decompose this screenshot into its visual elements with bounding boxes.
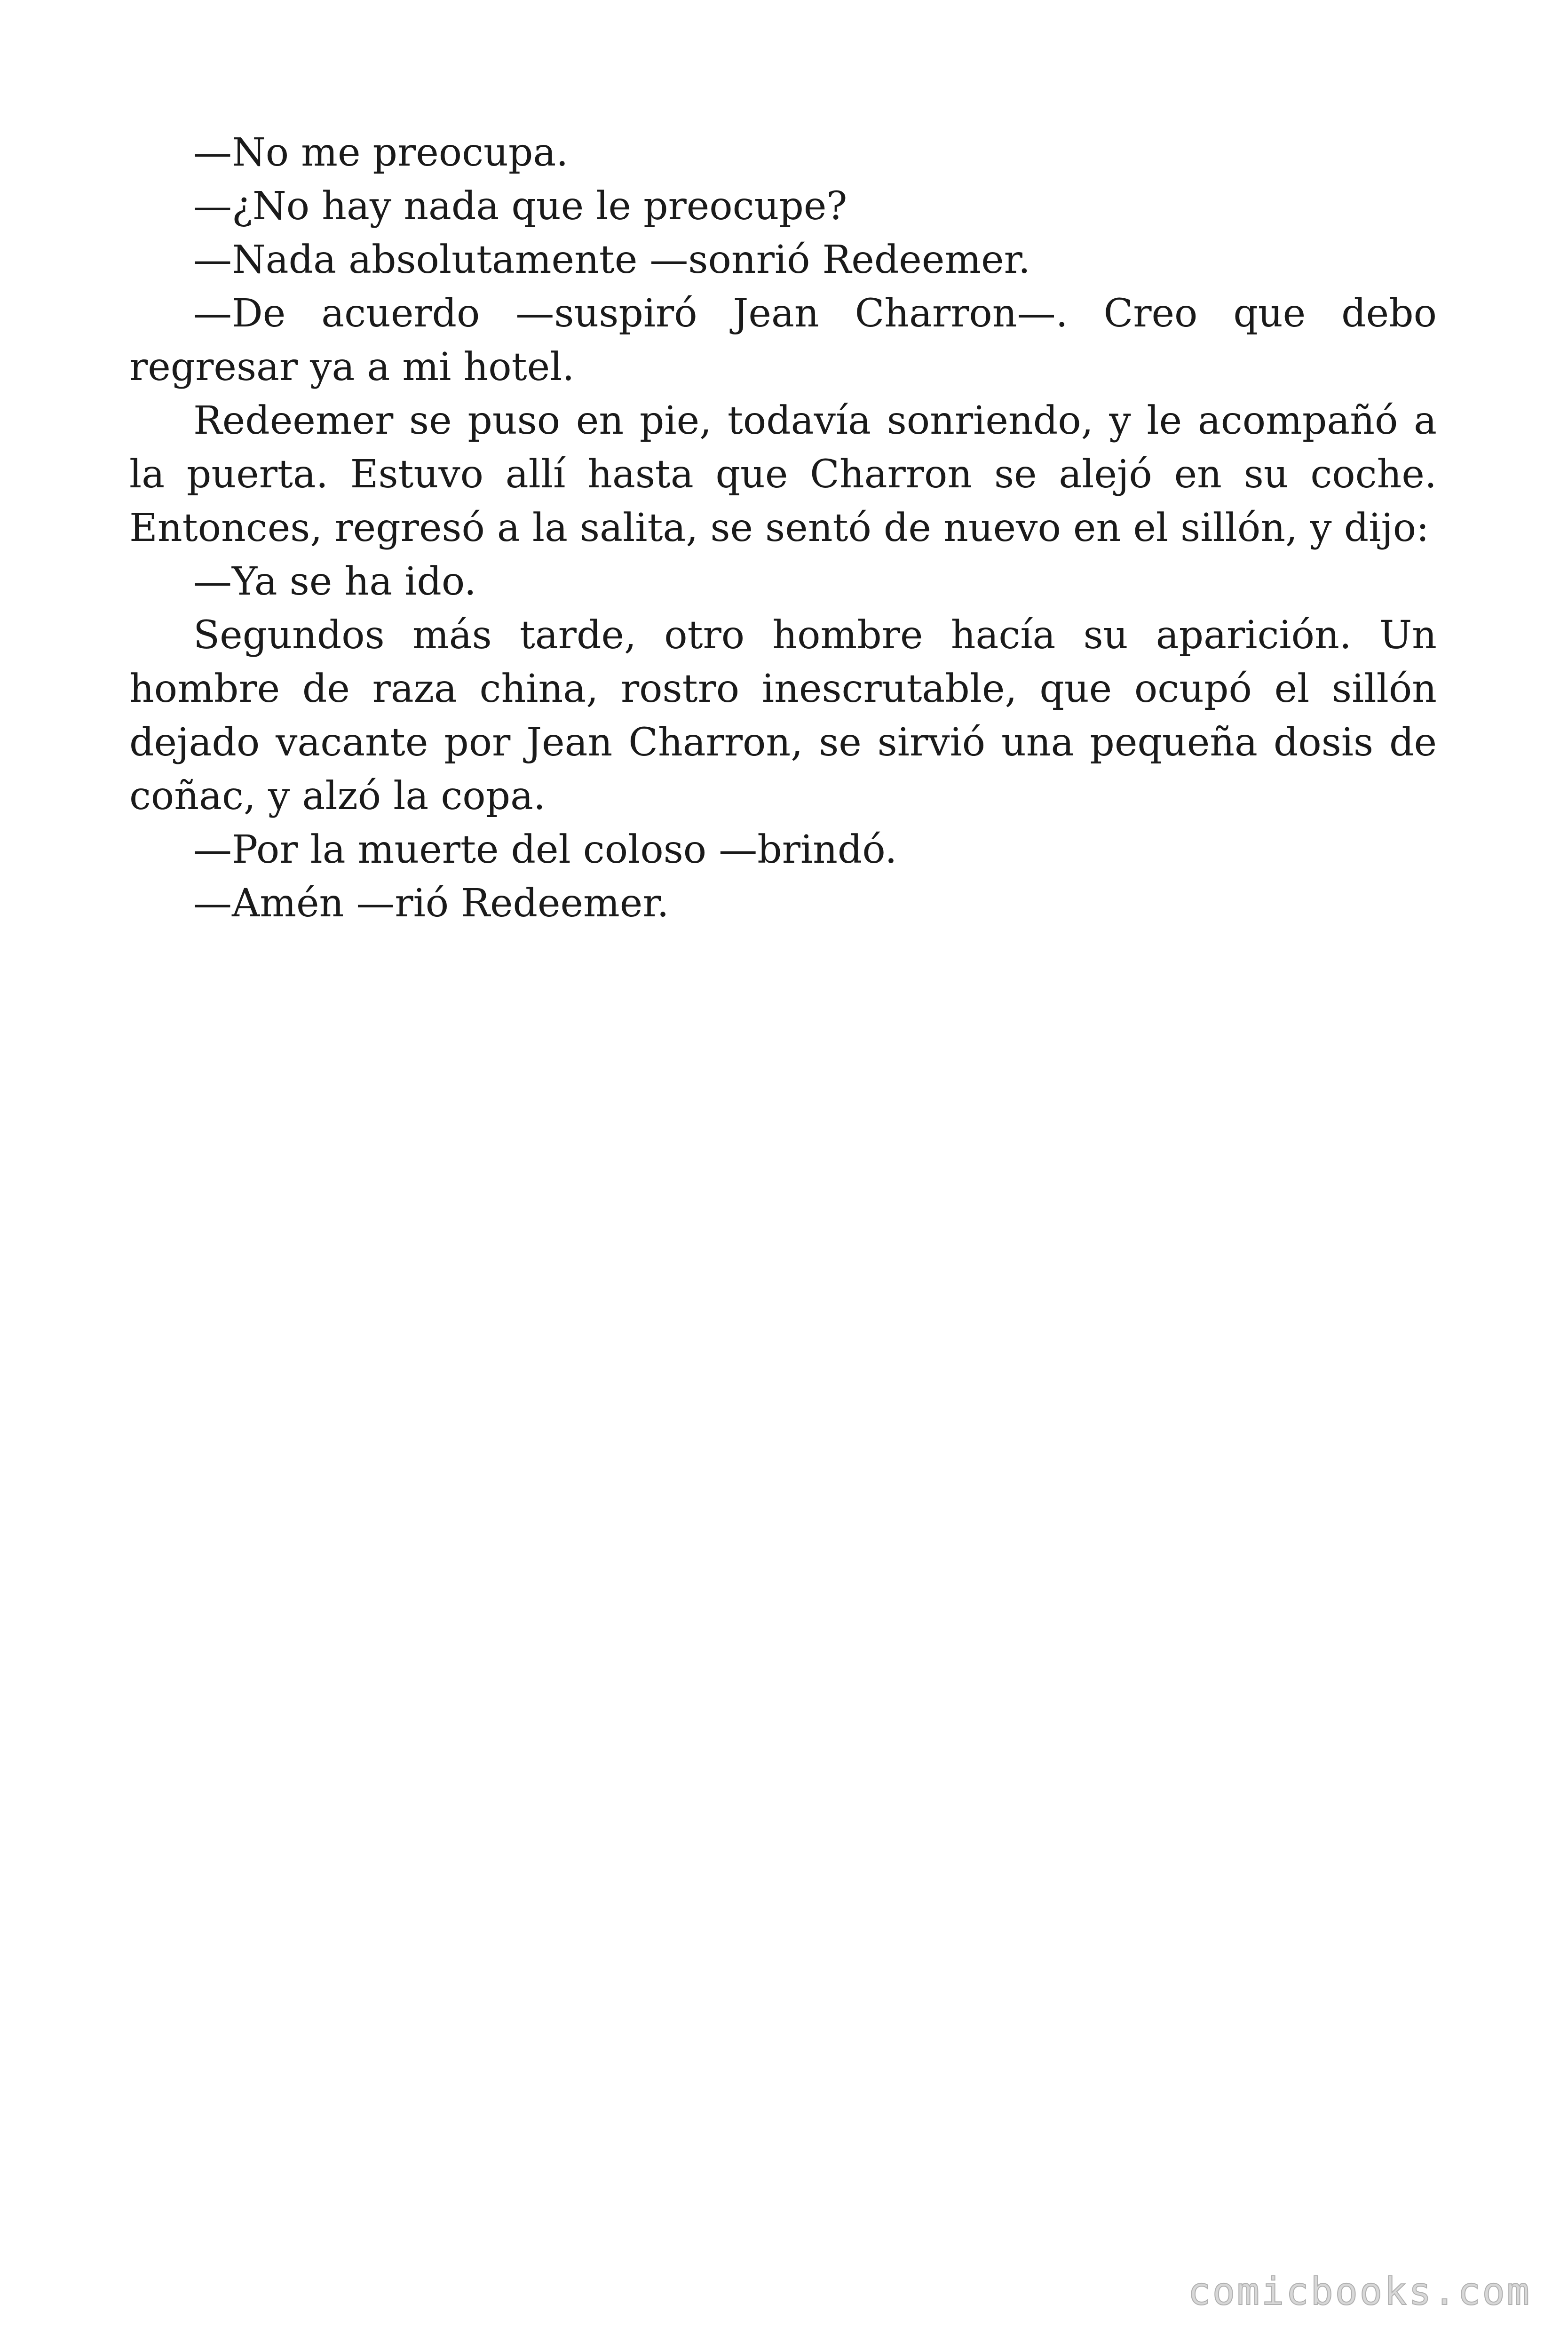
paragraph: —Nada absolutamente —sonrió Redeemer. <box>193 238 1030 282</box>
paragraph: —Por la muerte del coloso —brindó. <box>193 827 897 872</box>
paragraph: Segundos más tarde, otro hombre hacía su aparición. Un hombre de raza china, rostro inescrutable, que ocupó el sillón dejado vacante por Jean Charron, se sirvió una pequeña dosis de coñac, y alzó la copa. <box>129 613 1437 818</box>
watermark: comicbooks.com <box>1188 2270 1531 2313</box>
paragraph: Redeemer se puso en pie, todavía sonriendo, y le acompañó a la puerta. Estuvo allí hasta que Charron se alejó en su coche. Entonces, regresó a la salita, se sentó de nuevo en el sillón, y dijo: <box>129 398 1437 550</box>
paragraph: —Ya se ha ido. <box>193 559 476 604</box>
paragraph: —No me preocupa. <box>193 130 569 175</box>
paragraph: —Amén —rió Redeemer. <box>193 881 669 926</box>
page-text <box>129 126 1437 930</box>
paragraph: —¿No hay nada que le preocupe? <box>193 184 847 229</box>
paragraph: —De acuerdo —suspiró Jean Charron—. Creo que debo regresar ya a mi hotel. <box>129 291 1437 389</box>
